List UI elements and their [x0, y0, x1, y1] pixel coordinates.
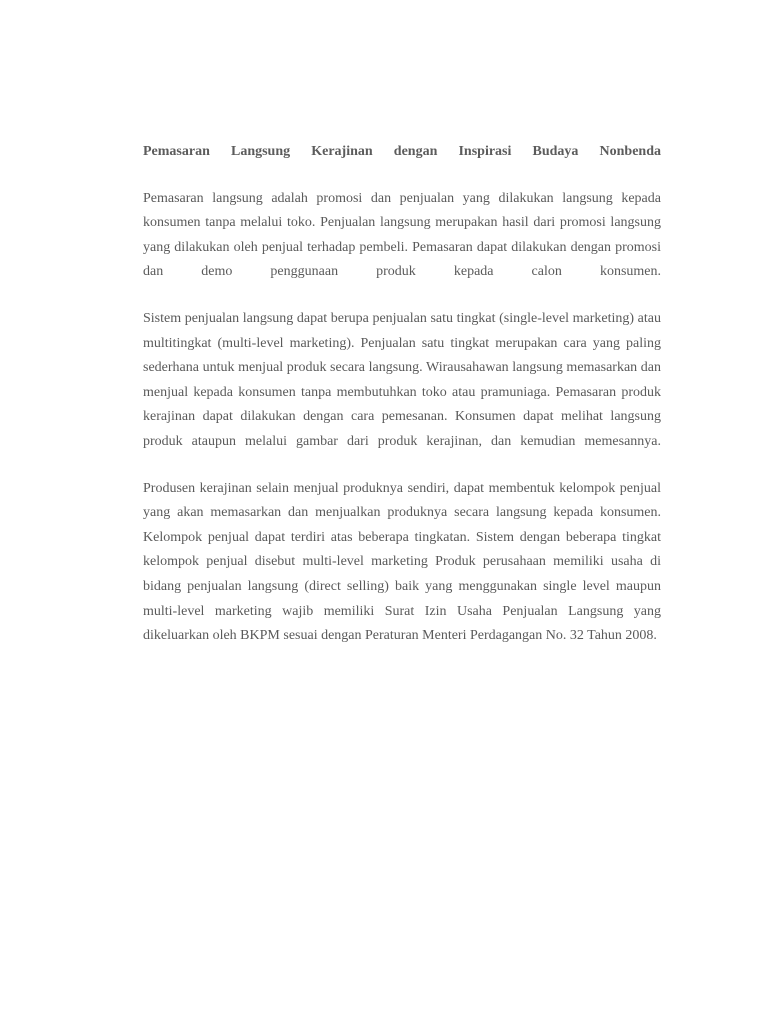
paragraph-1: Pemasaran langsung adalah promosi dan penjualan yang dilakukan langsung kepada konsumen tanpa melalui toko. Penjualan langsung merupakan hasil dari promosi langsung yang dilakukan oleh penjual terhadap pembeli. Pemasaran dapat dilakukan dengan promosi dan demo penggunaan produk kepada calon konsumen.	[143, 190, 661, 280]
document-body	[143, 140, 661, 671]
paragraph-2: Sistem penjualan langsung dapat berupa penjualan satu tingkat (single-level marketing) atau multitingkat (multi-level marketing). Penjualan satu tingkat merupakan cara yang paling sederhana untuk menjual produk secara langsung. Wirausahawan langsung memasarkan dan menjual kepada konsumen tanpa membutuhkan toko atau pramuniaga. Pemasaran produk kerajinan dapat dilakukan dengan cara pemesanan. Konsumen dapat melihat langsung produk ataupun melalui gambar dari produk kerajinan, dan kemudian memesannya.	[143, 310, 661, 449]
paragraph-3: Produsen kerajinan selain menjual produknya sendiri, dapat membentuk kelompok penjual yang akan memasarkan dan menjualkan produknya secara langsung kepada konsumen. Kelompok penjual dapat terdiri atas beberapa tingkatan. Sistem dengan beberapa tingkat kelompok penjual disebut multi-level marketing Produk perusahaan memiliki usaha di bidang penjualan langsung (direct selling) baik yang menggunakan single level maupun multi-level marketing wajib memiliki Surat Izin Usaha Penjualan Langsung yang dikeluarkan oleh BKPM sesuai dengan Peraturan Menteri Perdagangan No. 32 Tahun 2008.	[143, 480, 661, 644]
document-title: Pemasaran Langsung Kerajinan dengan Inspirasi Budaya Nonbenda	[143, 144, 661, 159]
